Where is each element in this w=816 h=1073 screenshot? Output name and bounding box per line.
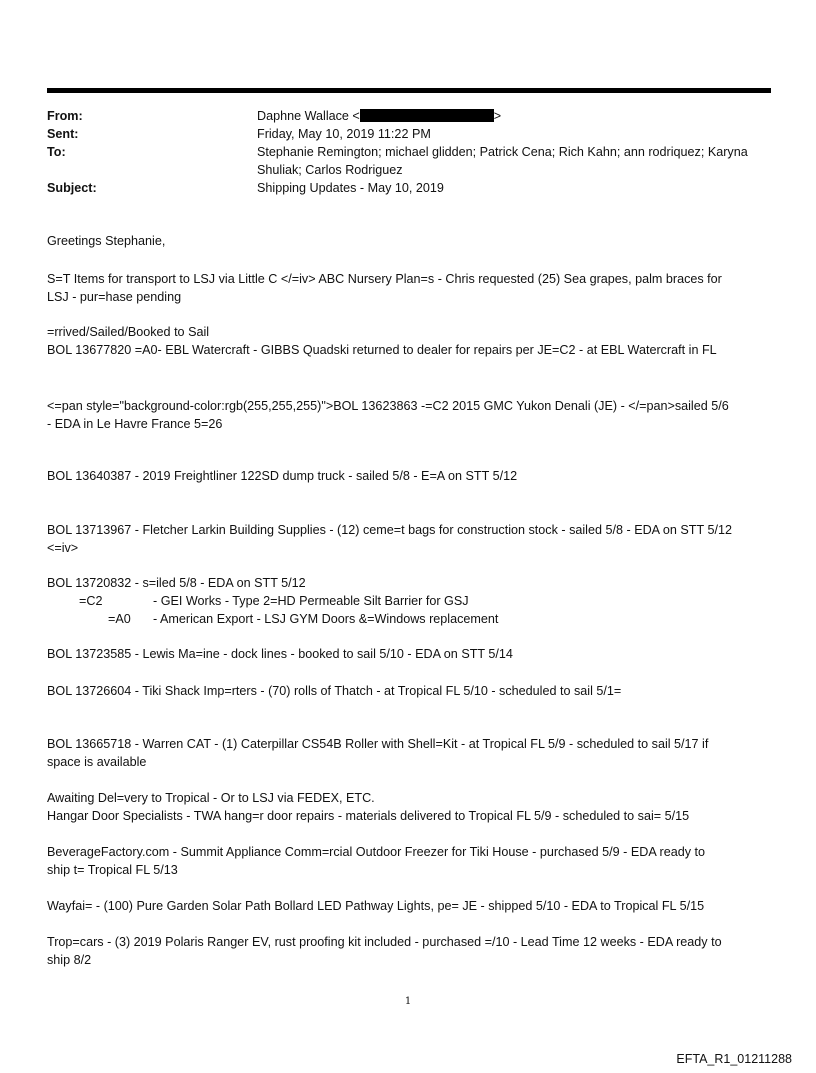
paragraph-warren: [47, 735, 772, 771]
paragraph-lewis: BOL 13723585 - Lewis Ma=ine - dock lines - booked to sail 5/10 - EDA on STT 5/14: [47, 647, 513, 661]
text-line: <=iv>: [47, 541, 79, 555]
paragraph-bol-13720832: [47, 574, 772, 628]
sub-item-gei: [47, 592, 772, 610]
text-line: =rrived/Sailed/Booked to Sail: [47, 325, 210, 339]
paragraph-awaiting: [47, 789, 772, 825]
sent-value: Friday, May 10, 2019 11:22 PM: [257, 127, 431, 141]
text-line: Trop=cars - (3) 2019 Polaris Ranger EV, rust proofing kit included - purchased =/10 - Lead Time 12 weeks - EDA ready to: [47, 935, 722, 949]
sub-item-text: - American Export - LSJ GYM Doors &=Windows replacement: [153, 612, 499, 626]
text-line: space is available: [47, 755, 147, 769]
to-label: To:: [47, 145, 66, 159]
text-line: <=pan style="background-color:rgb(255,255,255)">BOL 13623863 -=C2 2015 GMC Yukon Denali (JE) - </=pan>sailed 5/6: [47, 399, 729, 413]
page-number: 1: [404, 996, 412, 1007]
text-line: ship t= Tropical FL 5/13: [47, 863, 178, 877]
text-line: ship 8/2: [47, 953, 92, 967]
text-line: BOL 13677820 =A0- EBL Watercraft - GIBBS Quadski returned to dealer for repairs per JE=C2 - at EBL Watercraft in FL: [47, 343, 717, 357]
text-line: BOL 13665718 - Warren CAT - (1) Caterpillar CS54B Roller with Shell=Kit - at Tropical FL 5/9 - scheduled to sail 5/17 if: [47, 737, 709, 751]
text-line: BOL 13720832 - s=iled 5/8 - EDA on STT 5/12: [47, 576, 306, 590]
to-line-1: Stephanie Remington; michael glidden; Patrick Cena; Rich Kahn; ann rodriquez; Karyna: [257, 145, 748, 159]
text-line: BOL 13713967 - Fletcher Larkin Building Supplies - (12) ceme=t bags for construction stock - sailed 5/8 - EDA on STT 5/12: [47, 523, 732, 537]
text-line: LSJ - pur=hase pending: [47, 290, 182, 304]
subject-value: Shipping Updates - May 10, 2019: [257, 181, 444, 195]
text-line: S=T Items for transport to LSJ via Little C </=iv> ABC Nursery Plan=s - Chris requested (25) Sea grapes, palm braces for: [47, 272, 722, 286]
sub-item-code: =A0: [108, 612, 131, 626]
paragraph-arrived: [47, 323, 772, 359]
sub-item-american-export: [47, 610, 772, 628]
text-line: BeverageFactory.com - Summit Appliance Comm=rcial Outdoor Freezer for Tiki House - purchased 5/9 - EDA ready to: [47, 845, 706, 859]
to-value: [257, 143, 772, 179]
paragraph-fletcher: [47, 521, 772, 557]
document-id: EFTA_R1_01211288: [676, 1052, 792, 1066]
to-row: [47, 143, 772, 179]
text-line: Hangar Door Specialists - TWA hang=r door repairs - materials delivered to Tropical FL 5/9 - scheduled to sai= 5/15: [47, 809, 690, 823]
sent-label: Sent:: [47, 127, 79, 141]
sub-item-text: - GEI Works - Type 2=HD Permeable Silt Barrier for GSJ: [153, 594, 469, 608]
sub-item-code: =C2: [79, 594, 103, 608]
from-value: [257, 107, 772, 125]
greeting: Greetings Stephanie,: [47, 234, 166, 248]
subject-row: [47, 179, 772, 197]
from-name: Daphne Wallace <: [257, 109, 360, 123]
paragraph-nursery: [47, 270, 772, 306]
paragraph-freightliner: BOL 13640387 - 2019 Freightliner 122SD dump truck - sailed 5/8 - E=A on STT 5/12: [47, 469, 518, 483]
text-line: Awaiting Del=very to Tropical - Or to LSJ via FEDEX, ETC.: [47, 791, 375, 805]
to-line-2: Shuliak; Carlos Rodriguez: [257, 163, 403, 177]
from-row: [47, 107, 772, 125]
sent-row: [47, 125, 772, 143]
from-label: From:: [47, 109, 83, 123]
email-header: [47, 107, 772, 197]
paragraph-tiki: BOL 13726604 - Tiki Shack Imp=rters - (70) rolls of Thatch - at Tropical FL 5/10 - scheduled to sail 5/1=: [47, 684, 622, 698]
redaction-bar: [360, 109, 494, 122]
header-rule: [47, 88, 771, 93]
paragraph-beverage: [47, 843, 772, 879]
paragraph-wayfair: Wayfai= - (100) Pure Garden Solar Path Bollard LED Pathway Lights, pe= JE - shipped 5/10 - EDA to Tropical FL 5/15: [47, 899, 705, 913]
subject-label: Subject:: [47, 181, 97, 195]
text-line: - EDA in Le Havre France 5=26: [47, 417, 223, 431]
paragraph-gmc: [47, 397, 772, 433]
from-end: >: [493, 109, 502, 123]
paragraph-tropcars: [47, 933, 772, 969]
